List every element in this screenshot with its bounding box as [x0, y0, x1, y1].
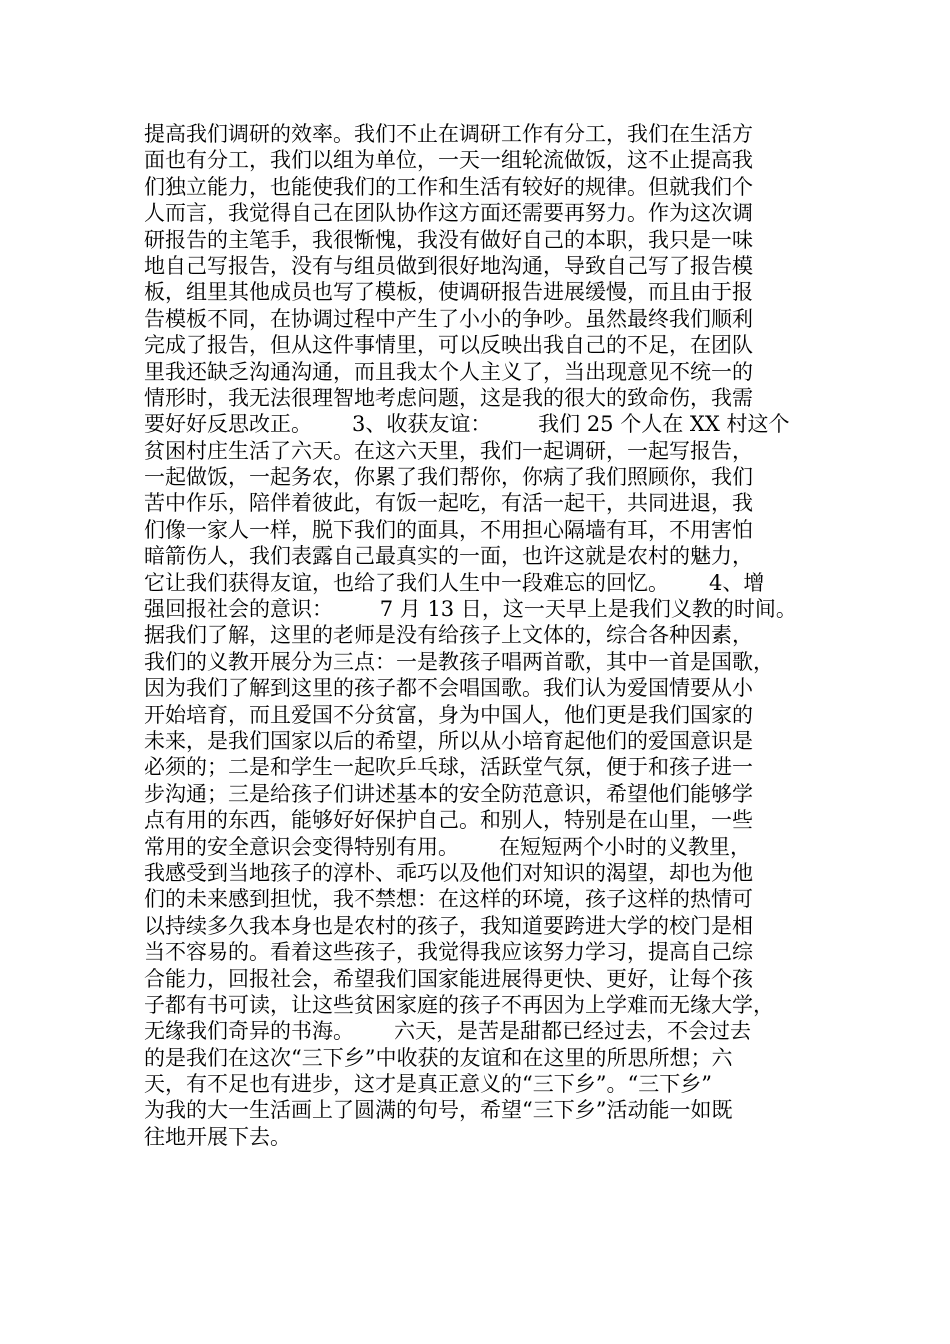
text-line: 们像一家人一样，脱下我们的面具，不用担心隔墙有耳，不用害怕 [144, 517, 753, 542]
text-line: 步沟通；三是给孩子们讲述基本的安全防范意识，希望他们能够学 [144, 781, 753, 806]
text-line: 人而言，我觉得自己在团队协作这方面还需要再努力。作为这次调 [144, 201, 753, 226]
body-text [144, 121, 824, 1150]
text-line: 天，有不足也有进步，这才是真正意义的“三下乡”。“三下乡” [144, 1072, 712, 1097]
text-line: 当不容易的。看着这些孩子，我觉得我应该努力学习，提高自己综 [144, 940, 753, 965]
text-line: 情形时，我无法很理智地考虑问题，这是我的很大的致命伤，我需 [144, 385, 753, 410]
text-line: 常用的安全意识会变得特别有用。 在短短两个小时的义教里， [144, 834, 752, 859]
text-line: 往地开展下去。 [144, 1124, 291, 1149]
text-line: 研报告的主笔手，我很惭愧，我没有做好自己的本职，我只是一味 [144, 227, 753, 252]
text-line: 板，组里其他成员也写了模板，使调研报告进展缓慢，而且由于报 [144, 280, 753, 305]
text-line: 无缘我们奇异的书海。 六天，是苦是甜都已经过去，不会过去 [144, 1019, 752, 1044]
text-line: 地自己写报告，没有与组员做到很好地沟通，导致自己写了报告模 [144, 253, 753, 278]
text-line: 要好好反思改正。 3、收获友谊： 我们 25 个人在 XX 村这个 [144, 412, 790, 437]
text-line: 合能力，回报社会，希望我们国家能进展得更快、更好，让每个孩 [144, 966, 753, 991]
text-line: 我感受到当地孩子的淳朴、乖巧以及他们对知识的渴望，却也为他 [144, 860, 753, 885]
text-line: 里我还缺乏沟通沟通，而且我太个人主义了，当出现意见不统一的 [144, 359, 753, 384]
text-line: 据我们了解，这里的老师是没有给孩子上文体的，综合各种因素， [144, 623, 753, 648]
text-line: 以持续多久我本身也是农村的孩子，我知道要跨进大学的校门是相 [144, 913, 753, 938]
text-line: 提高我们调研的效率。我们不止在调研工作有分工，我们在生活方 [144, 122, 753, 146]
text-line: 点有用的东西，能够好好保护自己。和别人，特别是在山里，一些 [144, 808, 753, 833]
text-line: 们的未来感到担忧，我不禁想：在这样的环境，孩子这样的热情可 [144, 887, 753, 912]
text-line: 开始培育，而且爱国不分贫富，身为中国人，他们更是我们国家的 [144, 702, 753, 727]
text-line: 未来，是我们国家以后的希望，所以从小培育起他们的爱国意识是 [144, 728, 753, 753]
text-line: 告模板不同，在协调过程中产生了小小的争吵。虽然最终我们顺利 [144, 306, 753, 331]
text-line: 贫困村庄生活了六天。在这六天里，我们一起调研，一起写报告， [144, 438, 753, 463]
text-line: 为我的大一生活画上了圆满的句号，希望“三下乡”活动能一如既 [144, 1098, 733, 1123]
text-line: 苦中作乐，陪伴着彼此，有饭一起吃，有活一起干，共同进退，我 [144, 491, 753, 516]
text-line: 它让我们获得友谊，也给了我们人生中一段难忘的回忆。 4、增 [144, 570, 765, 595]
text-line: 面也有分工，我们以组为单位，一天一组轮流做饭，这不止提高我 [144, 148, 753, 173]
text-line: 必须的；二是和学生一起吹乒乓球，活跃堂气氛，便于和孩子进一 [144, 755, 753, 780]
text-line: 暗箭伤人，我们表露自己最真实的一面，也许这就是农村的魅力， [144, 544, 753, 569]
text-line: 因为我们了解到这里的孩子都不会唱国歌。我们认为爱国情要从小 [144, 676, 753, 701]
text-line: 强回报社会的意识： 7 月 13 日，这一天早上是我们义教的时间。 [144, 597, 797, 622]
text-line: 们独立能力，也能使我们的工作和生活有较好的规律。但就我们个 [144, 174, 753, 199]
text-line: 完成了报告，但从这件事情里，可以反映出我自己的不足，在团队 [144, 333, 753, 358]
text-line: 我们的义教开展分为三点：一是教孩子唱两首歌，其中一首是国歌， [144, 649, 774, 674]
text-line: 一起做饭，一起务农，你累了我们帮你，你病了我们照顾你，我们 [144, 465, 753, 490]
text-line: 的是我们在这次“三下乡”中收获的友谊和在这里的所思所想；六 [144, 1045, 733, 1070]
text-line: 子都有书可读，让这些贫困家庭的孩子不再因为上学难而无缘大学， [144, 992, 774, 1017]
